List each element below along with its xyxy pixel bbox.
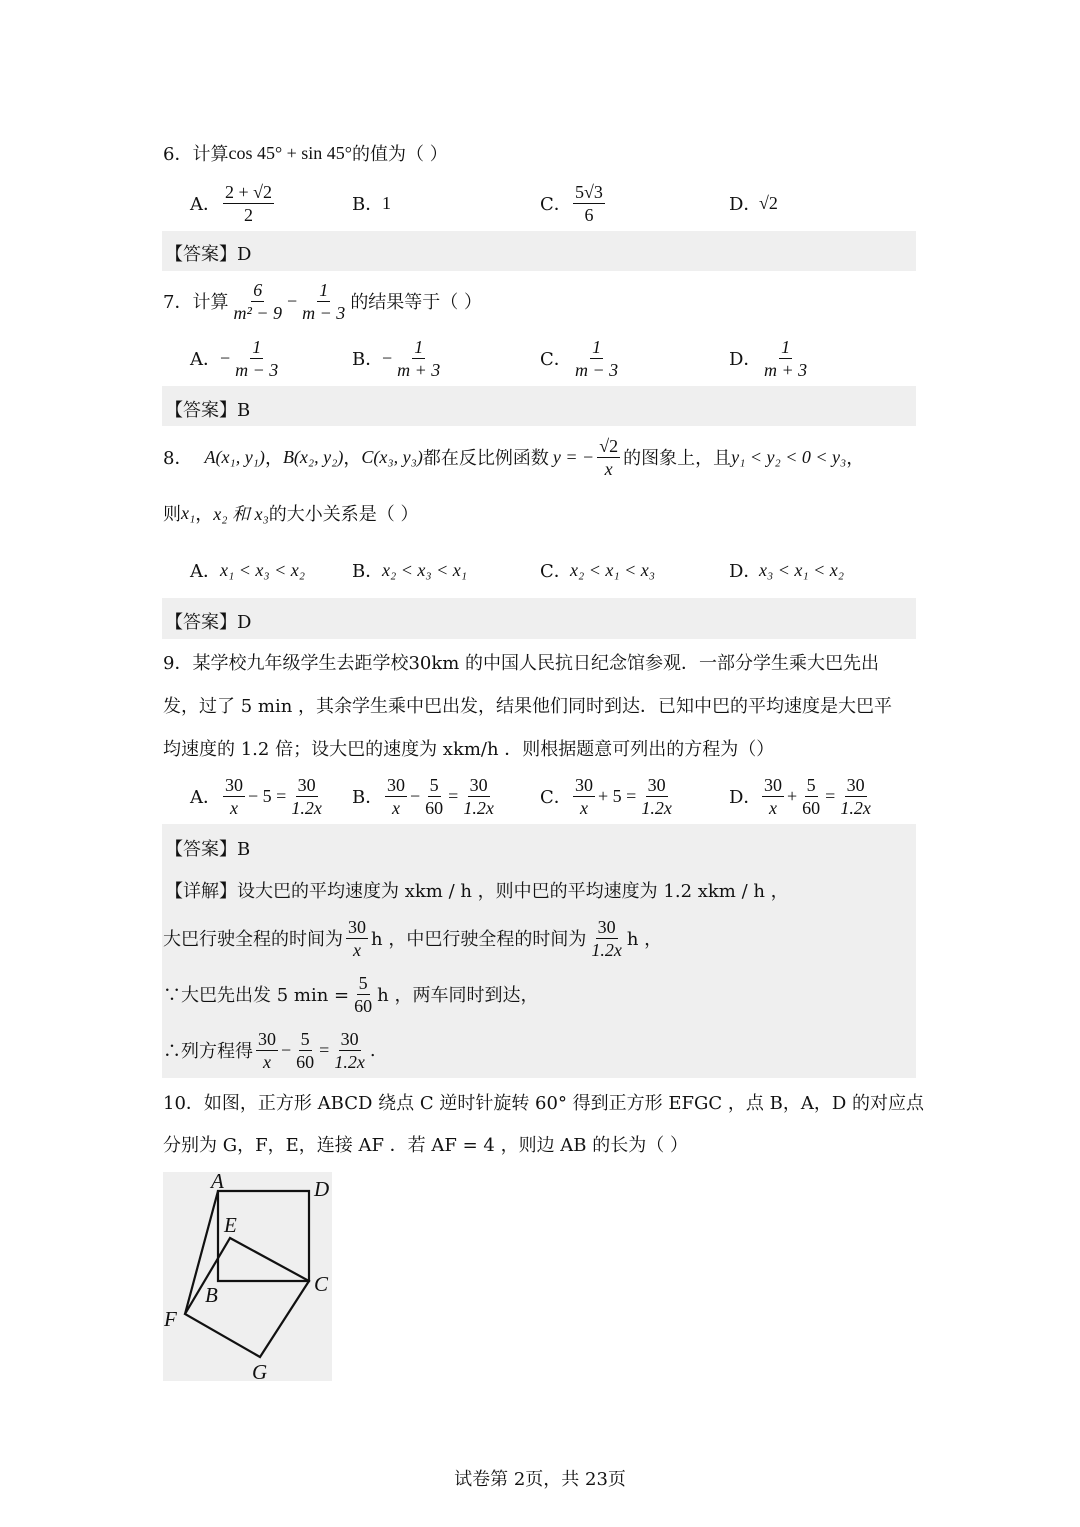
q8-d-label: D． [729, 561, 762, 582]
q9-d-eq: = [825, 785, 836, 806]
q8-comma2: ， [195, 504, 214, 525]
q7-f1-num: 6 [253, 279, 263, 300]
q8-line2-prefix: 则 [163, 504, 181, 525]
q9-option-c [540, 772, 677, 820]
q9-b-f1-num: 30 [387, 774, 405, 795]
q6-option-a [190, 176, 277, 230]
q6-number: 6． [163, 144, 193, 165]
q7-fraction-2 [300, 279, 347, 324]
q9-a-f1-num: 30 [225, 774, 243, 795]
q9-detail-label: 【详解】 [165, 881, 237, 902]
q7-b-fraction [395, 336, 442, 381]
q9-detail3-num: 5 [358, 972, 368, 993]
q6-option-b [352, 176, 391, 230]
q9-c-mid: + 5 = [598, 785, 637, 806]
q9-detail2-f2-den: 1.2x [591, 939, 622, 960]
q7-option-d [729, 334, 812, 382]
q7-f2-den: m − 3 [302, 302, 346, 323]
q8-point-c: C(x₃, y₃) [361, 446, 423, 467]
q8-a-text: x₁ < x₃ < x₂ [220, 559, 306, 580]
q6-answer-box [162, 231, 916, 271]
q10-line1-text: 如图，正方形 ABCD 绕点 C 逆时针旋转 60° 得到正方形 EFGC ，点 B，A，D 的对应点 [203, 1093, 925, 1114]
q9-b-f3-num: 30 [469, 774, 488, 795]
q8-option-a [190, 557, 305, 583]
q6-a-den: 2 [244, 204, 254, 225]
q6-c-fraction [573, 181, 605, 226]
q7-b-num: 1 [414, 336, 424, 357]
q9-b-f2-den: 60 [425, 797, 444, 818]
q8-b-label: B． [352, 561, 384, 582]
q9-d-f1-num: 30 [764, 774, 782, 795]
q9-detail4-a: ∴列方程得 [163, 1041, 253, 1062]
q8-c-text: x₂ < x₁ < x₃ [570, 559, 656, 580]
q9-c-f1-den: x [580, 797, 588, 818]
q9-c-label: C． [540, 787, 572, 808]
q6-c-num: 5√3 [575, 181, 603, 202]
q9-detail4-f1-num: 30 [258, 1028, 276, 1049]
q9-d-f2-den: 60 [802, 797, 821, 818]
q8-comma-a: ， [264, 448, 283, 469]
q7-b-label: B． [352, 349, 384, 370]
q7-option-b [352, 334, 445, 382]
label-g: G [252, 1360, 268, 1381]
q8-line2-suffix: 的大小关系是（ ） [268, 504, 419, 525]
q9-detail4-minus: − [281, 1039, 292, 1060]
label-f: F [164, 1307, 177, 1331]
q10-line1 [163, 1089, 924, 1115]
q8-option-c [540, 557, 655, 583]
q9-a-frac2 [289, 774, 324, 819]
q9-detail2-c: h ， [626, 929, 663, 950]
q9-detail3-b: h ，两车同时到达， [377, 985, 539, 1006]
q6-d-text: √2 [759, 192, 778, 213]
q6-b-text: 1 [382, 192, 391, 213]
q8-x1: x₁ [181, 502, 196, 523]
q9-d-frac1 [762, 774, 784, 819]
q9-d-f3-den: 1.2x [840, 797, 871, 818]
q9-c-frac1 [573, 774, 595, 819]
q7-d-num: 1 [781, 336, 791, 357]
q8-func-fraction [597, 435, 620, 480]
label-a: A [211, 1172, 224, 1193]
q9-option-a [190, 772, 327, 820]
q6-a-num: 2 + √2 [225, 181, 273, 202]
q7-c-den: m − 3 [575, 359, 619, 380]
q9-c-f2-den: 1.2x [641, 797, 672, 818]
q8-number: 8． [163, 448, 193, 469]
q9-detail-line2 [163, 914, 662, 962]
q9-line1 [163, 649, 879, 675]
q9-detail2-a: 大巴行驶全程的时间为 [163, 929, 343, 950]
q9-detail4-b: . [369, 1039, 376, 1061]
q7-a-sign: − [220, 347, 231, 368]
q6-a-fraction [223, 181, 274, 226]
q7-c-fraction [573, 336, 620, 381]
q7-stem-suffix: 的结果等于（ ） [350, 292, 483, 313]
q8-condition: y₁ < y₂ < 0 < y₃ [731, 446, 847, 467]
q10-line2: 分别为 G，F，E，连接 AF ．若 AF = 4 ，则边 AB 的长为（ ） [163, 1135, 688, 1156]
q9-c-frac2 [639, 774, 674, 819]
q10-figure [163, 1172, 332, 1381]
q8-func-left: y = − [552, 446, 595, 467]
q9-detail3-a: ∵大巴先出发 5 min = [163, 985, 350, 1006]
q8-func-den: x [604, 458, 613, 479]
q10-number: 10． [163, 1093, 204, 1114]
q9-option-b [352, 772, 499, 820]
square-efgc [185, 1238, 309, 1357]
q7-d-den: m + 3 [764, 359, 808, 380]
q9-detail2-frac2 [589, 916, 624, 961]
q7-a-num: 1 [252, 336, 262, 357]
q6-expr: cos 45° + sin 45° [228, 142, 353, 163]
q9-detail3-den: 60 [354, 995, 373, 1016]
q7-f1-den: m² − 9 [233, 302, 282, 323]
q9-detail4-frac1 [256, 1028, 278, 1073]
q6-stem-prefix: 计算 [192, 144, 229, 165]
q9-b-frac2 [423, 774, 445, 819]
q9-b-minus: − [410, 785, 421, 806]
q9-line1-text: 某学校九年级学生去距学校30km 的中国人民抗日纪念馆参观．一部分学生乘大巴先出 [192, 653, 880, 674]
q9-d-frac3 [838, 774, 873, 819]
q8-point-a: A(x₁, y₁) [204, 446, 265, 467]
label-b: B [205, 1283, 218, 1307]
q8-func-num: √2 [599, 435, 619, 456]
q8-stem-line1 [163, 432, 864, 482]
q6-b-label: B． [352, 194, 384, 215]
q9-a-f2-den: 1.2x [291, 797, 322, 818]
q10-geometry-diagram [163, 1172, 332, 1381]
q9-d-f1-den: x [769, 797, 777, 818]
q7-option-c [540, 334, 623, 382]
q9-detail3-frac [352, 972, 374, 1017]
q7-d-fraction [762, 336, 809, 381]
q9-option-d [729, 772, 876, 820]
q6-stem [163, 140, 448, 166]
label-d: D [314, 1177, 330, 1201]
q8-c-label: C． [540, 561, 572, 582]
q9-a-f2-num: 30 [297, 774, 316, 795]
q7-answer-box [162, 386, 916, 426]
q8-b-text: x₂ < x₃ < x₁ [382, 559, 468, 580]
q8-answer: 【答案】D [165, 612, 252, 633]
q9-b-f3-den: 1.2x [463, 797, 494, 818]
q6-c-den: 6 [584, 204, 594, 225]
q7-c-num: 1 [592, 336, 602, 357]
q9-b-label: B． [352, 787, 384, 808]
q9-detail2-f1-den: x [353, 939, 361, 960]
q8-a-label: A． [190, 561, 221, 582]
q8-comma-b: ， [343, 448, 362, 469]
page-footer: 试卷第 2页，共 23页 [454, 1469, 626, 1490]
q7-answer: 【答案】B [165, 400, 251, 421]
q6-d-label: D． [729, 194, 762, 215]
q6-a-label: A． [190, 194, 221, 215]
q8-comma-end: ， [846, 448, 865, 469]
q9-line2: 发，过了 5 min ，其余学生乘中巴出发，结果他们同时到达．已知中巴的平均速度是大巴平 [163, 696, 893, 717]
q7-number: 7． [163, 292, 193, 313]
q9-d-f3-num: 30 [846, 774, 865, 795]
q7-f2-num: 1 [319, 279, 329, 300]
q7-c-label: C． [540, 349, 572, 370]
q9-detail2-b: h ，中巴行驶全程的时间为 [371, 929, 587, 950]
q9-number: 9． [163, 653, 193, 674]
q9-c-f2-num: 30 [647, 774, 666, 795]
q9-detail2-frac1 [346, 916, 368, 961]
q9-detail-line4 [163, 1026, 376, 1074]
q7-b-den: m + 3 [397, 359, 441, 380]
q8-mid-text2: 的图象上，且 [623, 448, 732, 469]
q7-a-fraction [233, 336, 280, 381]
q9-detail2-f2-num: 30 [597, 916, 616, 937]
q9-b-f1-den: x [392, 797, 400, 818]
q9-detail2-f1-num: 30 [348, 916, 366, 937]
label-c: C [314, 1272, 329, 1296]
q9-c-f1-num: 30 [575, 774, 593, 795]
q8-option-b [352, 557, 467, 583]
q6-c-label: C． [540, 194, 572, 215]
q9-a-mid: − 5 = [248, 785, 287, 806]
q9-detail4-frac3 [332, 1028, 367, 1073]
q7-b-sign: − [382, 347, 393, 368]
q6-answer: 【答案】D [165, 244, 252, 265]
q9-a-f1-den: x [230, 797, 238, 818]
q9-a-label: A． [190, 787, 221, 808]
q7-a-label: A． [190, 349, 221, 370]
q9-d-f2-num: 5 [806, 774, 816, 795]
q8-point-b: B(x₂, y₂) [282, 446, 344, 467]
q9-b-f2-num: 5 [429, 774, 439, 795]
q9-detail4-f2-den: 60 [296, 1051, 315, 1072]
q6-option-c [540, 176, 608, 230]
q7-stem [163, 277, 482, 325]
q6-option-d [729, 176, 778, 230]
q7-a-den: m − 3 [235, 359, 279, 380]
q9-line3: 均速度的 1.2 倍；设大巴的速度为 xkm/h ．则根据题意可列出的方程为（） [163, 739, 775, 760]
q9-d-label: D． [729, 787, 762, 808]
q9-b-frac3 [461, 774, 496, 819]
q9-b-frac1 [385, 774, 407, 819]
q8-option-d [729, 557, 844, 583]
q9-d-frac2 [800, 774, 822, 819]
q9-answer: 【答案】B [165, 839, 251, 860]
q7-d-label: D． [729, 349, 762, 370]
q9-detail-line1 [165, 877, 789, 903]
q9-detail4-eq: = [319, 1039, 330, 1060]
q6-stem-suffix: 的值为（ ） [352, 144, 448, 165]
q9-detail4-f3-num: 30 [340, 1028, 359, 1049]
label-e: E [224, 1213, 237, 1237]
q8-answer-box [162, 598, 916, 639]
q8-mid-text: 都在反比例函数 [422, 448, 549, 469]
q9-detail4-f1-den: x [263, 1051, 271, 1072]
q9-detail-line3 [163, 970, 538, 1018]
q8-x2x3: x₂ 和 x₃ [213, 504, 269, 524]
q9-detail4-f3-den: 1.2x [334, 1051, 365, 1072]
q9-detail1: 设大巴的平均速度为 xkm / h ，则中巴的平均速度为 1.2 xkm / h ， [237, 881, 789, 902]
q9-a-frac1 [223, 774, 245, 819]
q7-minus: − [287, 290, 298, 311]
q8-d-text: x₃ < x₁ < x₂ [759, 559, 845, 580]
q9-b-eq: = [448, 785, 459, 806]
q8-stem-line2 [163, 500, 418, 526]
q7-stem-prefix: 计算 [192, 292, 229, 313]
q7-fraction-1 [231, 279, 284, 324]
q9-detail4-frac2 [294, 1028, 316, 1073]
q9-detail4-f2-num: 5 [300, 1028, 310, 1049]
q9-d-plus: + [787, 785, 798, 806]
q7-option-a [190, 334, 283, 382]
